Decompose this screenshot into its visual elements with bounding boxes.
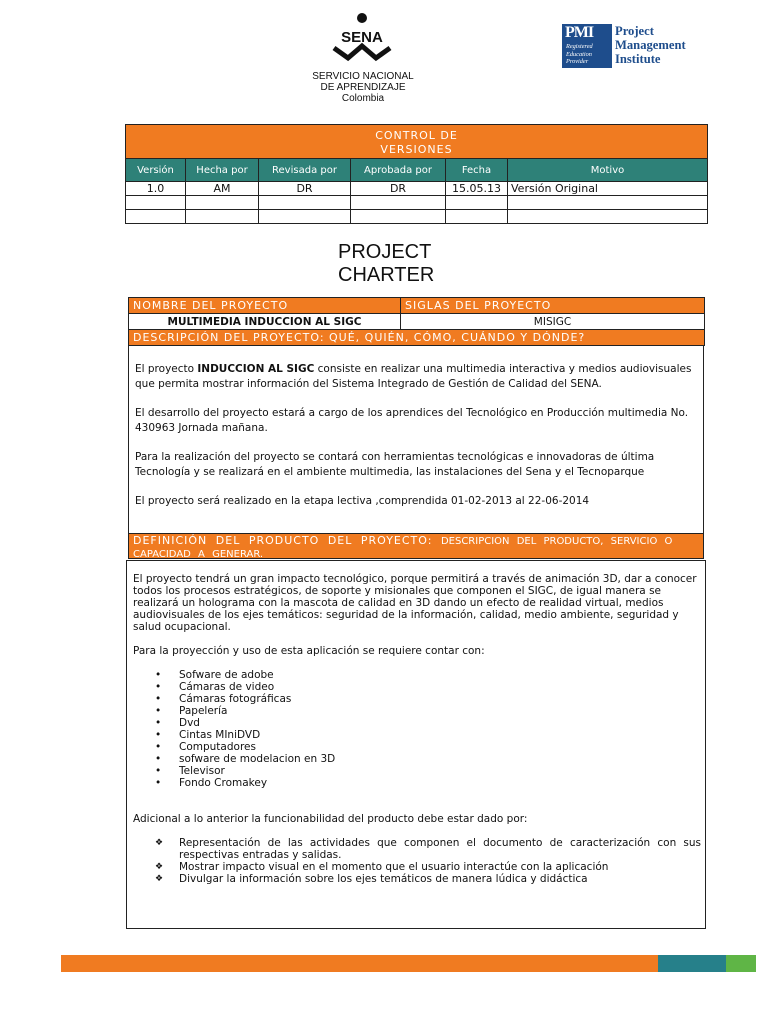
pmi-badge-text: PMI — [565, 24, 594, 41]
page-title: PROJECT CHARTER — [338, 241, 435, 286]
pmi-badge-sub: Registered Education Provider — [566, 43, 593, 65]
project-info-table — [128, 297, 705, 346]
list-item: • sofware de modelacion en 3D — [155, 753, 701, 765]
table-row — [126, 210, 708, 224]
description-paragraph: El proyecto INDUCCION AL SIGC consiste en realizar una multimedia interactiva y medios audiovisuales que permita mostrar información del Sistema Integrado de Gestión de Calidad del SENA. — [135, 363, 692, 390]
description-paragraph: El desarrollo del proyecto estará a cargo de los aprendices del Tecnológico en Producción multimedia No. 430963 Jornada mañana. — [135, 407, 689, 434]
list-item: • Fondo Cromakey — [155, 777, 701, 789]
definition-paragraph: Adicional a lo anterior la funcionabilidad del producto debe estar dado por: — [133, 813, 528, 825]
list-item: • Cámaras de video — [155, 681, 701, 693]
table-cell — [126, 196, 186, 210]
project-siglas-value: MISIGC — [401, 314, 705, 330]
version-control-title: CONTROL DE VERSIONES — [126, 125, 708, 159]
requirements-list — [155, 669, 701, 789]
project-siglas-label: SIGLAS DEL PROYECTO — [401, 298, 705, 314]
table-cell: Versión Original — [508, 182, 708, 196]
list-item: • Sofware de adobe — [155, 669, 701, 681]
list-item: • Cámaras fotográficas — [155, 693, 701, 705]
pmi-badge — [562, 24, 612, 68]
table-cell: DR — [351, 182, 446, 196]
table-cell — [446, 210, 508, 224]
table-cell: 15.05.13 — [446, 182, 508, 196]
list-item: ❖ Mostrar impacto visual en el momento que el usuario interactúe con la aplicación — [155, 861, 701, 873]
column-header: Fecha — [446, 159, 508, 182]
pmi-logo — [562, 24, 702, 70]
list-item: ❖ Representación de las actividades que componen el documento de caracterización con sus respectivas entradas y salidas. — [155, 837, 701, 861]
definition-paragraph: El proyecto tendrá un gran impacto tecnológico, porque permitirá a través de animación 3D, dar a conocer todos los procesos estratégicos, de soporte y misionales que componen el SIGC, de igual manera se realizará un holograma con la mascota de calidad en 3D dando un efecto de realidad virtual, medios audiovisuales de los ejes temáticos: seguridad de la información, calidad, medio ambiente, seguridad y salud ocupacional. — [133, 573, 697, 633]
project-description — [128, 346, 704, 533]
project-name-label: NOMBRE DEL PROYECTO — [129, 298, 401, 314]
column-header: Hecha por — [186, 159, 259, 182]
functionality-list — [155, 837, 701, 885]
list-item: • Televisor — [155, 765, 701, 777]
table-cell: AM — [186, 182, 259, 196]
product-definition-label: DEFINICIÓN DEL PRODUCTO DEL PROYECTO: DESCRIPCION DEL PRODUCTO, SERVICIO O CAPACIDAD A GENERAR. — [128, 533, 704, 559]
table-row — [126, 182, 708, 196]
product-definition — [126, 560, 706, 929]
table-cell — [259, 210, 351, 224]
table-cell — [508, 210, 708, 224]
list-item: • Computadores — [155, 741, 701, 753]
project-name-value: MULTIMEDIA INDUCCION AL SIGC — [129, 314, 401, 330]
list-item: • Papelería — [155, 705, 701, 717]
column-header: Motivo — [508, 159, 708, 182]
sena-subtitle-line: Colombia — [341, 93, 385, 104]
table-cell — [446, 196, 508, 210]
table-cell — [508, 196, 708, 210]
version-control-table — [125, 124, 708, 224]
description-paragraph: Para la realización del proyecto se contará con herramientas tecnológicas e innovadoras de última Tecnología y se realizará en el ambiente multimedia, las instalaciones del Sena y el Tecnoparque — [135, 451, 655, 478]
table-cell — [186, 210, 259, 224]
list-item: ❖ Divulgar la información sobre los ejes temáticos de manera lúdica y didáctica — [155, 873, 701, 885]
footer-bar-green — [726, 955, 756, 972]
footer-bar-teal — [658, 955, 726, 972]
sena-subtitle-line: SERVICIO NACIONAL — [312, 71, 414, 82]
column-header: Aprobada por — [351, 159, 446, 182]
sena-subtitle — [290, 71, 436, 104]
table-cell — [351, 196, 446, 210]
sena-logo-text: SENA — [341, 29, 383, 46]
definition-paragraph: Para la proyección y uso de esta aplicación se requiere contar con: — [133, 645, 485, 657]
table-cell: DR — [259, 182, 351, 196]
table-row — [126, 196, 708, 210]
description-paragraph: El proyecto será realizado en la etapa lectiva ,comprendida 01-02-2013 al 22-06-2014 — [135, 495, 590, 507]
table-cell — [186, 196, 259, 210]
pmi-name: Project Management Institute — [615, 24, 686, 66]
table-cell: 1.0 — [126, 182, 186, 196]
column-header: Revisada por — [259, 159, 351, 182]
table-cell — [126, 210, 186, 224]
footer-bar-orange — [61, 955, 658, 972]
table-cell — [351, 210, 446, 224]
sena-logo — [330, 12, 394, 64]
table-cell — [259, 196, 351, 210]
sena-subtitle-line: DE APRENDIZAJE — [320, 82, 406, 93]
column-header: Versión — [126, 159, 186, 182]
version-header-row — [126, 159, 708, 182]
list-item: • Cintas MIniDVD — [155, 729, 701, 741]
list-item: • Dvd — [155, 717, 701, 729]
project-description-label: DESCRIPCIÓN DEL PROYECTO: QUÉ, QUIÉN, CÓMO, CUÁNDO Y DÓNDE? — [129, 330, 705, 346]
